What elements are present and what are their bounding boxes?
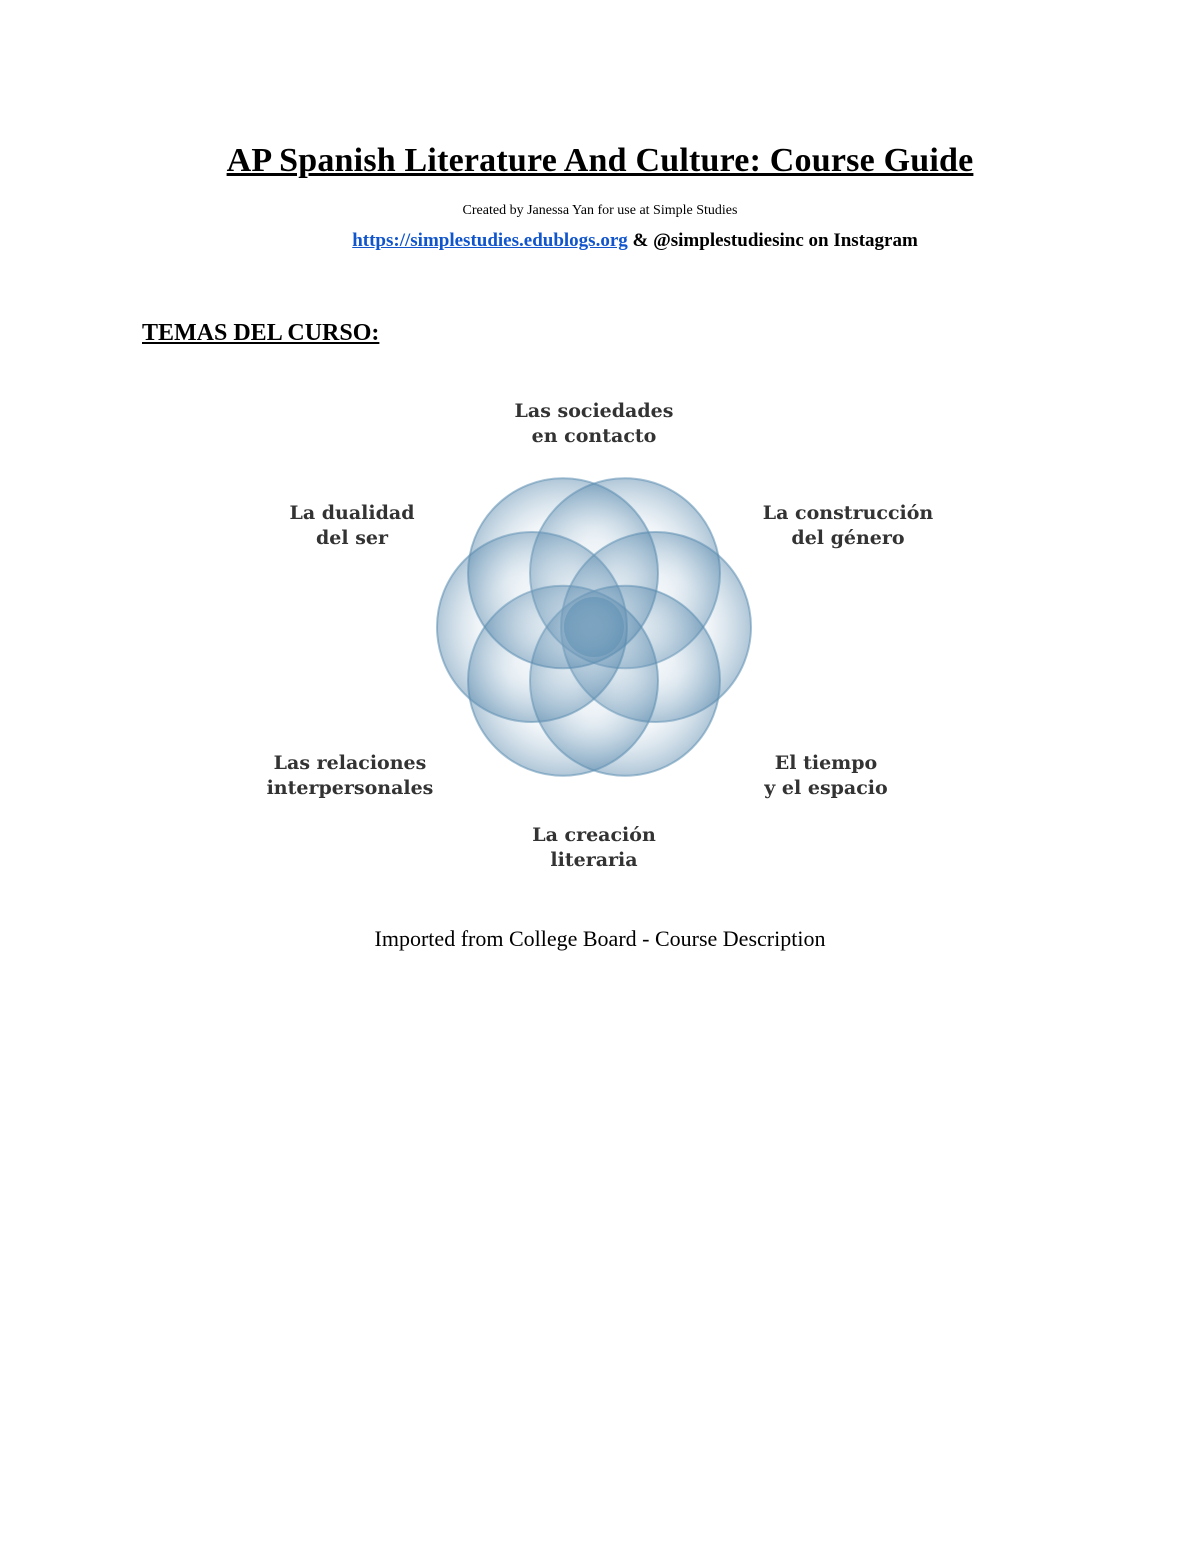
theme-label-line: literaria — [550, 849, 638, 871]
theme-label-line: interpersonales — [266, 777, 434, 799]
theme-label — [515, 400, 674, 447]
theme-label — [267, 752, 434, 799]
instagram-text: & @simplestudiesinc on Instagram — [627, 230, 918, 251]
themes-flower-svg — [240, 365, 960, 905]
themes-diagram — [240, 365, 960, 905]
theme-label-line: Las sociedades — [514, 400, 674, 422]
links-line — [0, 230, 1200, 252]
theme-label — [763, 502, 934, 549]
theme-label — [532, 824, 656, 871]
theme-label-line: Las relaciones — [273, 752, 427, 774]
theme-label-line: del género — [791, 527, 905, 549]
credit-line: Created by Janessa Yan for use at Simple Studies — [462, 203, 738, 218]
center-core — [564, 597, 624, 657]
theme-label-line: La dualidad — [289, 502, 415, 524]
page-title: AP Spanish Literature And Culture: Course Guide — [226, 142, 974, 179]
theme-label-line: La construcción — [762, 502, 934, 524]
theme-circle — [468, 478, 658, 668]
theme-label-line: El tiempo — [774, 752, 878, 774]
image-caption: Imported from College Board - Course Description — [374, 926, 826, 951]
theme-label-line: en contacto — [531, 425, 657, 447]
theme-label-line: y el espacio — [764, 777, 888, 799]
section-heading: TEMAS DEL CURSO: — [142, 320, 380, 346]
theme-label-line: La creación — [532, 824, 656, 846]
theme-label — [289, 502, 414, 549]
theme-label-line: del ser — [315, 527, 389, 549]
website-link[interactable]: https://simplestudies.edublogs.org — [352, 230, 628, 251]
theme-label — [763, 752, 887, 799]
